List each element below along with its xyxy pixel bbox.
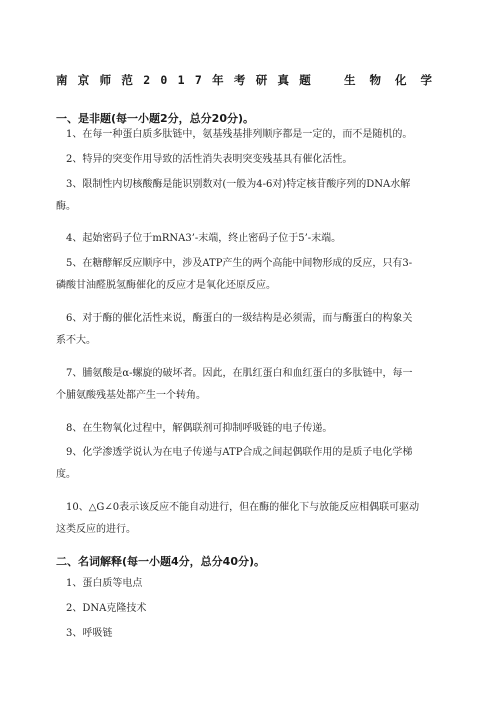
- section-heading-true-false: 一、是非题(每一小题2分，总分20分)。: [56, 112, 255, 125]
- exam-title-subject: 生物化学: [344, 73, 446, 87]
- question-item: 10、△G∠0表示该反应不能自动进行，但在酶的催化下与放能反应相偶联可驱动 这类反应的进行。: [56, 502, 420, 535]
- question-item: 7、脯氨酸是α-螺旋的破坏者。因此，在肌红蛋白和血红蛋白的多肽链中，每一 个脯氨酸残基处都产生一个转角。: [56, 368, 413, 401]
- section-heading-definitions: 二、名词解释(每一小题4分，总分40分)。: [56, 555, 266, 568]
- question-item: 4、起始密码子位于mRNA3’-末端，终止密码子位于5’-末端。: [66, 233, 342, 244]
- question-item: 6、对于酶的催化活性来说，酶蛋白的一级结构是必须需，而与酶蛋白的构象关 系不大。: [56, 313, 413, 346]
- exam-title-main: 南京师范2017年考研真题: [56, 73, 322, 87]
- question-item: 8、在生物氧化过程中，解偶联剂可抑制呼吸链的电子传递。: [66, 423, 333, 434]
- question-item: 3、限制性内切核酸酶是能识别数对(一般为4-6对)特定核苷酸序列的DNA水解 酶。: [56, 179, 411, 212]
- definition-item: 2、DNA克隆技术: [66, 603, 147, 614]
- definition-item: 3、呼吸链: [66, 628, 113, 639]
- question-item: 9、化学渗透学说认为在电子传递与ATP合成之间起偶联作用的是质子电化学梯 度。: [56, 447, 413, 480]
- question-item: 2、特异的突变作用导致的活性消失表明突变残基具有催化活性。: [66, 154, 353, 165]
- question-item: 5、在糖酵解反应顺序中，涉及ATP产生的两个高能中间物形成的反应，只有3- 磷酸甘油醛脱氢酶催化的反应才是氧化还原反应。: [56, 258, 413, 291]
- question-item: 1、在每一种蛋白质多肽链中，氨基残基排列顺序都是一定的，而不是随机的。: [66, 129, 413, 140]
- definition-item: 1、蛋白质等电点: [66, 578, 143, 589]
- exam-title: [56, 72, 446, 88]
